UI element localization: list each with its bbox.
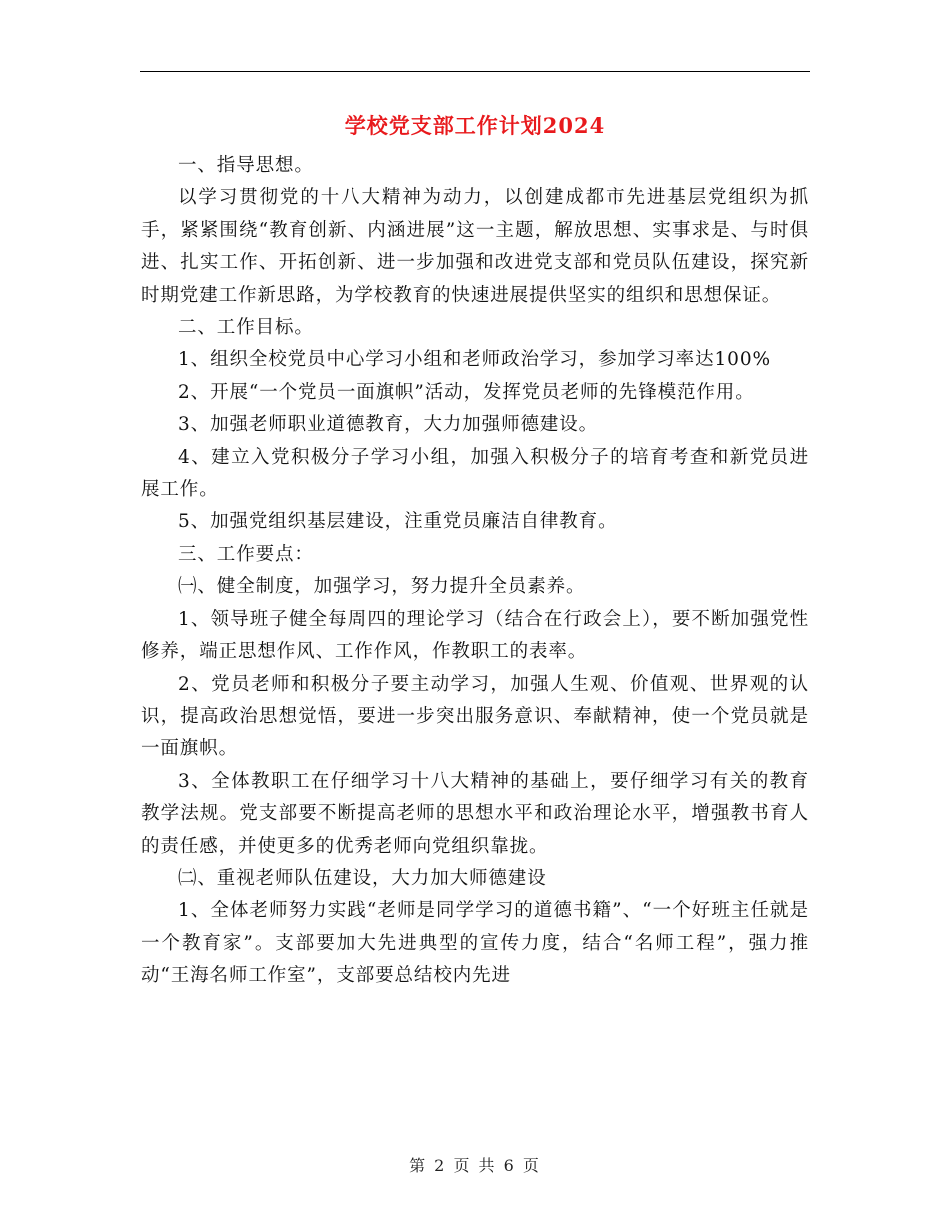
section-heading: 一、指导思想。 [178,155,314,176]
document-title: 学校党支部工作计划2024 [344,113,606,138]
header-rule [140,71,810,72]
list-item: 2、党员老师和积极分子要主动学习，加强人生观、价值观、世界观的认识，提高政治思想觉悟，要进一步突出服务意识、奉献精神，使一个党员就是一面旗帜。 [141,673,809,760]
list-item: 1、领导班子健全每周四的理论学习（结合在行政会上），要不断加强党性修养，端正思想作风、工作作风，作教职工的表率。 [141,608,809,663]
section-heading: 三、工作要点： [178,543,314,565]
subsection-heading: ㈠、健全制度，加强学习，努力提升全员素养。 [178,576,586,598]
list-item: 4、建立入党积极分子学习小组，加强入积极分子的培育考查和新党员进展工作。 [141,446,809,501]
list-item: 5、加强党组织基层建设，注重党员廉洁自律教育。 [178,511,618,533]
list-item: 1、组织全校党员中心学习小组和老师政治学习，参加学习率达100% [178,349,771,371]
subsection-heading: ㈡、重视老师队伍建设，大力加大师德建设 [178,867,547,889]
document-body [141,150,809,993]
list-item: 2、开展“一个党员一面旗帜”活动，发挥党员老师的先锋模范作用。 [178,381,755,403]
list-item: 3、加强老师职业道德教育，大力加强师德建设。 [178,414,599,436]
page-number: 第 2 页 共 6 页 [409,1156,541,1175]
list-item: 1、全体老师努力实践“老师是同学学习的道德书籍”、“一个好班主任就是一个教育家”。支部要加大先进典型的宣传力度，结合“名师工程”，强力推动“王海名师工作室”，支部要总结校内先进 [141,900,809,987]
section-heading: 二、工作目标。 [178,317,314,339]
body-paragraph: 以学习贯彻党的十八大精神为动力，以创建成都市先进基层党组织为抓手，紧紧围绕“教育创新、内涵进展”这一主题，解放思想、实事求是、与时俱进、扎实工作、开拓创新、进一步加强和改进党支部和党员队伍建设，探究新时期党建工作新思路，为学校教育的快速进展提供坚实的组织和思想保证。 [141,187,809,306]
list-item: 3、全体教职工在仔细学习十八大精神的基础上，要仔细学习有关的教育教学法规。党支部要不断提高老师的思想水平和政治理论水平，增强教书育人的责任感，并使更多的优秀老师向党组织靠拢。 [141,770,809,857]
